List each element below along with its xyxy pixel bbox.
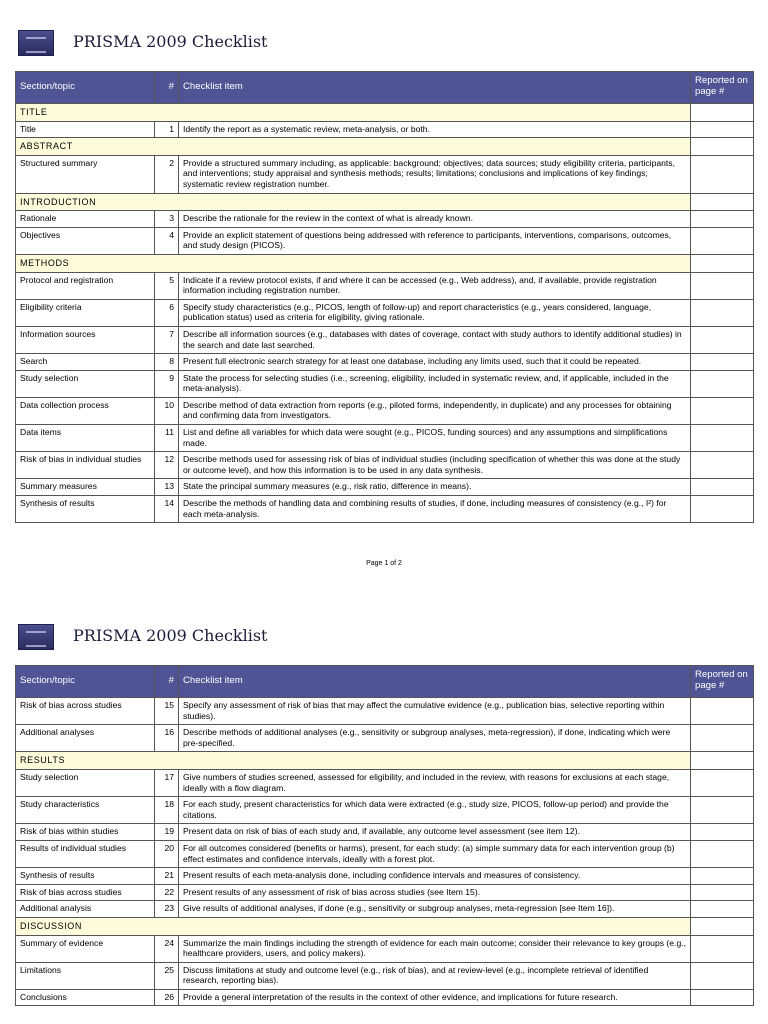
table-row xyxy=(16,354,754,371)
reported-page-cell[interactable] xyxy=(691,272,754,299)
checklist-table xyxy=(15,71,754,523)
page-number: Page 1 of 2 xyxy=(366,560,402,567)
reported-page-cell[interactable] xyxy=(691,354,754,371)
page-title: PRISMA 2009 Checklist xyxy=(73,626,268,645)
table-row xyxy=(16,272,754,299)
section-topic-cell: Summary of evidence xyxy=(16,935,155,962)
checklist-item-cell: Describe method of data extraction from reports (e.g., piloted forms, independently, in duplicate) and any processes for obtaining and confirming data from investigators. xyxy=(179,397,691,424)
column-header-number: # xyxy=(155,666,179,698)
item-number-cell: 8 xyxy=(155,354,179,371)
reported-page-cell[interactable] xyxy=(691,868,754,885)
reported-page-cell[interactable] xyxy=(691,769,754,796)
reported-page-cell[interactable] xyxy=(691,840,754,867)
checklist-item-cell: Present results of each meta-analysis done, including confidence intervals and measures of consistency. xyxy=(179,868,691,885)
checklist-table xyxy=(15,665,754,1006)
section-label: TITLE xyxy=(16,104,691,122)
item-number-cell: 15 xyxy=(155,698,179,725)
item-number-cell: 4 xyxy=(155,227,179,254)
table-row xyxy=(16,211,754,228)
reported-page-cell[interactable] xyxy=(691,104,754,122)
table-row xyxy=(16,797,754,824)
reported-page-cell[interactable] xyxy=(691,121,754,138)
table-row xyxy=(16,370,754,397)
reported-page-cell[interactable] xyxy=(691,299,754,326)
section-topic-cell: Conclusions xyxy=(16,989,155,1006)
reported-page-cell[interactable] xyxy=(691,725,754,752)
column-header-item: Checklist item xyxy=(179,666,691,698)
item-number-cell: 16 xyxy=(155,725,179,752)
section-label: INTRODUCTION xyxy=(16,193,691,211)
item-number-cell: 22 xyxy=(155,884,179,901)
reported-page-cell[interactable] xyxy=(691,211,754,228)
item-number-cell: 7 xyxy=(155,326,179,353)
section-topic-cell: Title xyxy=(16,121,155,138)
section-row xyxy=(16,917,754,935)
item-number-cell: 25 xyxy=(155,962,179,989)
table-row xyxy=(16,496,754,523)
reported-page-cell[interactable] xyxy=(691,962,754,989)
table-row xyxy=(16,227,754,254)
table-row xyxy=(16,479,754,496)
item-number-cell: 11 xyxy=(155,425,179,452)
reported-page-cell[interactable] xyxy=(691,193,754,211)
item-number-cell: 26 xyxy=(155,989,179,1006)
reported-page-cell[interactable] xyxy=(691,138,754,156)
reported-page-cell[interactable] xyxy=(691,370,754,397)
item-number-cell: 10 xyxy=(155,397,179,424)
item-number-cell: 23 xyxy=(155,901,179,918)
table-row xyxy=(16,725,754,752)
section-topic-cell: Limitations xyxy=(16,962,155,989)
item-number-cell: 19 xyxy=(155,824,179,841)
item-number-cell: 17 xyxy=(155,769,179,796)
item-number-cell: 2 xyxy=(155,155,179,193)
column-header-reported: Reported on page # xyxy=(691,72,754,104)
section-row xyxy=(16,104,754,122)
item-number-cell: 5 xyxy=(155,272,179,299)
section-topic-cell: Objectives xyxy=(16,227,155,254)
table-row xyxy=(16,840,754,867)
item-number-cell: 20 xyxy=(155,840,179,867)
section-topic-cell: Additional analysis xyxy=(16,901,155,918)
table-row xyxy=(16,989,754,1006)
checklist-item-cell: Describe the methods of handling data and combining results of studies, if done, including measures of consistency (e.g., I²) for each meta-analysis. xyxy=(179,496,691,523)
section-topic-cell: Summary measures xyxy=(16,479,155,496)
section-topic-cell: Study characteristics xyxy=(16,797,155,824)
item-number-cell: 14 xyxy=(155,496,179,523)
checklist-item-cell: Give results of additional analyses, if done (e.g., sensitivity or subgroup analyses, meta-regression [see Item 16]). xyxy=(179,901,691,918)
reported-page-cell[interactable] xyxy=(691,698,754,725)
item-number-cell: 1 xyxy=(155,121,179,138)
checklist-item-cell: Specify any assessment of risk of bias that may affect the cumulative evidence (e.g., publication bias, selective reporting within studies). xyxy=(179,698,691,725)
checklist-item-cell: Specify study characteristics (e.g., PICOS, length of follow-up) and report characteristics (e.g., years considered, language, publication status) used as criteria for eligibility, giving rationale. xyxy=(179,299,691,326)
reported-page-cell[interactable] xyxy=(691,254,754,272)
section-topic-cell: Risk of bias within studies xyxy=(16,824,155,841)
reported-page-cell[interactable] xyxy=(691,425,754,452)
checklist-page-2 xyxy=(0,594,768,1024)
checklist-item-cell: Indicate if a review protocol exists, if and where it can be accessed (e.g., Web address), and, if available, provide registration information including registration number. xyxy=(179,272,691,299)
section-topic-cell: Data collection process xyxy=(16,397,155,424)
checklist-item-cell: Discuss limitations at study and outcome level (e.g., risk of bias), and at review-level (e.g., incomplete retrieval of identified research, reporting bias). xyxy=(179,962,691,989)
checklist-item-cell: Describe all information sources (e.g., databases with dates of coverage, contact with study authors to identify additional studies) in the search and date last searched. xyxy=(179,326,691,353)
column-header-section: Section/topic xyxy=(16,72,155,104)
section-topic-cell: Results of individual studies xyxy=(16,840,155,867)
section-row xyxy=(16,254,754,272)
reported-page-cell[interactable] xyxy=(691,824,754,841)
section-label: RESULTS xyxy=(16,752,691,770)
checklist-item-cell: Present full electronic search strategy for at least one database, including any limits used, such that it could be repeated. xyxy=(179,354,691,371)
checklist-item-cell: Provide an explicit statement of questions being addressed with reference to participants, interventions, comparisons, outcomes, and study design (PICOS). xyxy=(179,227,691,254)
reported-page-cell[interactable] xyxy=(691,496,754,523)
reported-page-cell[interactable] xyxy=(691,901,754,918)
item-number-cell: 9 xyxy=(155,370,179,397)
checklist-item-cell: List and define all variables for which data were sought (e.g., PICOS, funding sources) and any assumptions and simplifications made. xyxy=(179,425,691,452)
item-number-cell: 18 xyxy=(155,797,179,824)
checklist-item-cell: Describe the rationale for the review in the context of what is already known. xyxy=(179,211,691,228)
column-header-section: Section/topic xyxy=(16,666,155,698)
table-row xyxy=(16,326,754,353)
section-row xyxy=(16,138,754,156)
table-row xyxy=(16,425,754,452)
reported-page-cell[interactable] xyxy=(691,452,754,479)
reported-page-cell[interactable] xyxy=(691,917,754,935)
checklist-item-cell: Present data on risk of bias of each study and, if available, any outcome level assessment (see item 12). xyxy=(179,824,691,841)
item-number-cell: 21 xyxy=(155,868,179,885)
table-row xyxy=(16,769,754,796)
column-header-reported: Reported on page # xyxy=(691,666,754,698)
section-topic-cell: Structured summary xyxy=(16,155,155,193)
reported-page-cell[interactable] xyxy=(691,227,754,254)
section-topic-cell: Data items xyxy=(16,425,155,452)
section-topic-cell: Rationale xyxy=(16,211,155,228)
section-topic-cell: Search xyxy=(16,354,155,371)
table-header-row xyxy=(16,72,754,104)
table-row xyxy=(16,884,754,901)
table-row xyxy=(16,121,754,138)
table-row xyxy=(16,155,754,193)
table-row xyxy=(16,397,754,424)
section-topic-cell: Risk of bias across studies xyxy=(16,698,155,725)
checklist-item-cell: Present results of any assessment of risk of bias across studies (see Item 15). xyxy=(179,884,691,901)
checklist-item-cell: Provide a structured summary including, as applicable: background; objectives; data sources; study eligibility criteria, participants, and interventions; study appraisal and synthesis methods; results; limitations; conclusions and implications of key findings; systematic review registration number. xyxy=(179,155,691,193)
section-topic-cell: Risk of bias in individual studies xyxy=(16,452,155,479)
table-row xyxy=(16,698,754,725)
reported-page-cell[interactable] xyxy=(691,479,754,496)
checklist-item-cell: Describe methods of additional analyses (e.g., sensitivity or subgroup analyses, meta-regression), if done, indicating which were pre-specified. xyxy=(179,725,691,752)
reported-page-cell[interactable] xyxy=(691,935,754,962)
section-topic-cell: Study selection xyxy=(16,769,155,796)
checklist-item-cell: Identify the report as a systematic review, meta-analysis, or both. xyxy=(179,121,691,138)
section-topic-cell: Information sources xyxy=(16,326,155,353)
table-row xyxy=(16,962,754,989)
item-number-cell: 13 xyxy=(155,479,179,496)
section-topic-cell: Synthesis of results xyxy=(16,868,155,885)
item-number-cell: 12 xyxy=(155,452,179,479)
section-topic-cell: Additional analyses xyxy=(16,725,155,752)
prisma-logo xyxy=(18,30,54,56)
section-topic-cell: Risk of bias across studies xyxy=(16,884,155,901)
table-body xyxy=(16,104,754,523)
table-body xyxy=(16,698,754,1006)
section-label: ABSTRACT xyxy=(16,138,691,156)
table-row xyxy=(16,901,754,918)
table-row xyxy=(16,299,754,326)
checklist-item-cell: State the process for selecting studies (i.e., screening, eligibility, included in systematic review, and, if applicable, included in the meta-analysis). xyxy=(179,370,691,397)
section-topic-cell: Study selection xyxy=(16,370,155,397)
table-row xyxy=(16,868,754,885)
page-title: PRISMA 2009 Checklist xyxy=(73,32,268,51)
reported-page-cell[interactable] xyxy=(691,989,754,1006)
checklist-item-cell: Describe methods used for assessing risk of bias of individual studies (including specification of whether this was done at the study or outcome level), and how this information is to be used in any data synthesis. xyxy=(179,452,691,479)
section-topic-cell: Synthesis of results xyxy=(16,496,155,523)
prisma-logo xyxy=(18,624,54,650)
column-header-item: Checklist item xyxy=(179,72,691,104)
section-row xyxy=(16,752,754,770)
checklist-item-cell: For all outcomes considered (benefits or harms), present, for each study: (a) simple summary data for each intervention group (b) effect estimates and confidence intervals, ideally with a forest plot. xyxy=(179,840,691,867)
item-number-cell: 6 xyxy=(155,299,179,326)
column-header-number: # xyxy=(155,72,179,104)
reported-page-cell[interactable] xyxy=(691,797,754,824)
section-row xyxy=(16,193,754,211)
reported-page-cell[interactable] xyxy=(691,326,754,353)
checklist-item-cell: State the principal summary measures (e.g., risk ratio, difference in means). xyxy=(179,479,691,496)
section-label: METHODS xyxy=(16,254,691,272)
table-row xyxy=(16,935,754,962)
section-topic-cell: Protocol and registration xyxy=(16,272,155,299)
table-header-row xyxy=(16,666,754,698)
item-number-cell: 3 xyxy=(155,211,179,228)
table-row xyxy=(16,452,754,479)
checklist-item-cell: Give numbers of studies screened, assessed for eligibility, and included in the review, with reasons for exclusions at each stage, ideally with a flow diagram. xyxy=(179,769,691,796)
checklist-item-cell: Provide a general interpretation of the results in the context of other evidence, and implications for future research. xyxy=(179,989,691,1006)
section-topic-cell: Eligibility criteria xyxy=(16,299,155,326)
reported-page-cell[interactable] xyxy=(691,397,754,424)
reported-page-cell[interactable] xyxy=(691,752,754,770)
section-label: DISCUSSION xyxy=(16,917,691,935)
checklist-item-cell: Summarize the main findings including the strength of evidence for each main outcome; consider their relevance to key groups (e.g., healthcare providers, users, and policy makers). xyxy=(179,935,691,962)
checklist-item-cell: For each study, present characteristics for which data were extracted (e.g., study size, PICOS, follow-up period) and provide the citations. xyxy=(179,797,691,824)
reported-page-cell[interactable] xyxy=(691,155,754,193)
item-number-cell: 24 xyxy=(155,935,179,962)
reported-page-cell[interactable] xyxy=(691,884,754,901)
table-row xyxy=(16,824,754,841)
